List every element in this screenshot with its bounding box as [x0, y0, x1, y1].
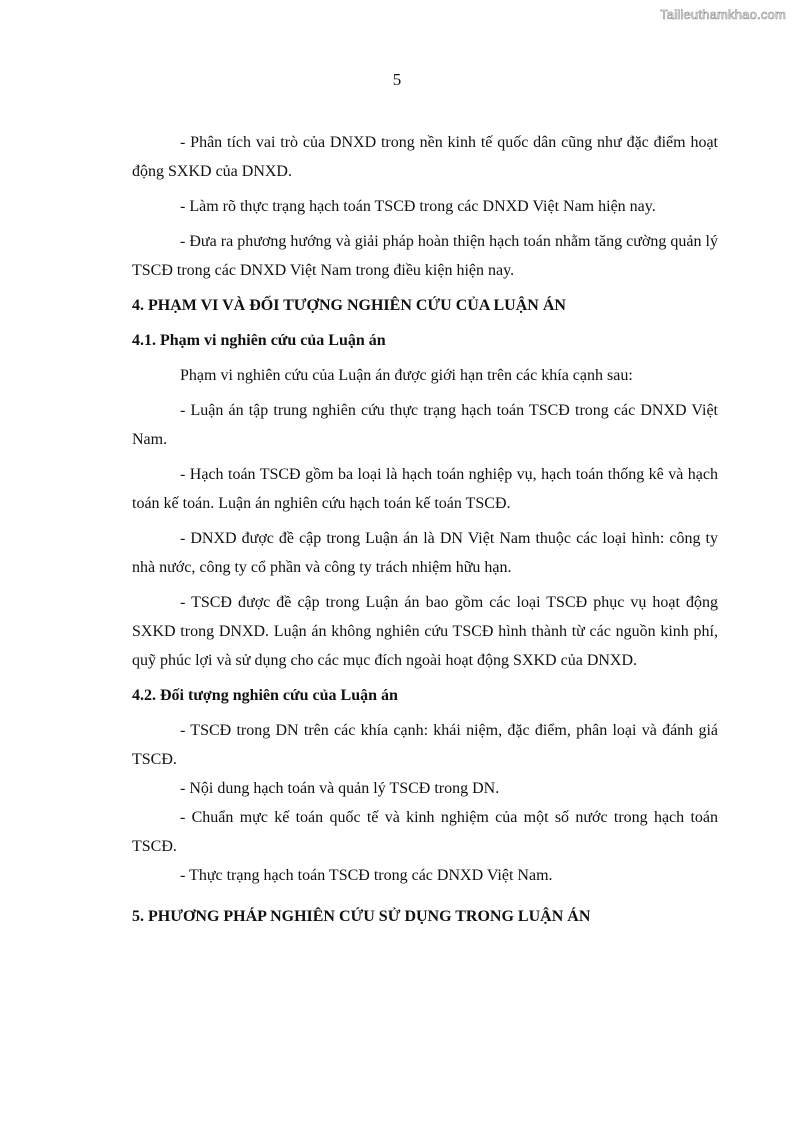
section-4-1-item: - TSCĐ được đề cập trong Luận án bao gồm các loại TSCĐ phục vụ hoạt động SXKD trong DNXD. Luận án không nghiên cứu TSCĐ hình thành từ các nguồn kinh phí, quỹ phúc lợi và sử dụng cho các mục đích ngoài hoạt động SXKD của DNXD. [132, 594, 718, 669]
paragraph-objective-3: - Đưa ra phương hướng và giải pháp hoàn thiện hạch toán nhằm tăng cường quản lý TSCĐ trong các DNXD Việt Nam trong điều kiện hiện nay. [132, 233, 718, 279]
section-5-heading: 5. PHƯƠNG PHÁP NGHIÊN CỨU SỬ DỤNG TRONG LUẬN ÁN [132, 908, 591, 925]
watermark: Tailieuthamkhao.com [660, 7, 786, 22]
section-4-1-item: - DNXD được đề cập trong Luận án là DN Việt Nam thuộc các loại hình: công ty nhà nước, công ty cổ phần và công ty trách nhiệm hữu hạn. [132, 530, 718, 576]
document-body [132, 128, 718, 937]
section-4-2-item: - Thực trạng hạch toán TSCĐ trong các DNXD Việt Nam. [180, 867, 553, 884]
section-4-1-item: - Hạch toán TSCĐ gồm ba loại là hạch toán nghiệp vụ, hạch toán thống kê và hạch toán kế toán. Luận án nghiên cứu hạch toán kế toán TSCĐ. [132, 466, 718, 512]
section-4-1-item: - Luận án tập trung nghiên cứu thực trạng hạch toán TSCĐ trong các DNXD Việt Nam. [132, 402, 718, 448]
section-4-1-heading: 4.1. Phạm vi nghiên cứu của Luận án [132, 332, 386, 349]
section-4-2-item: - TSCĐ trong DN trên các khía cạnh: khái niệm, đặc điểm, phân loại và đánh giá TSCĐ. [132, 722, 718, 768]
page-number: 5 [392, 70, 402, 89]
section-4-2-item: - Nội dung hạch toán và quản lý TSCĐ trong DN. [180, 780, 500, 797]
section-4-2-item: - Chuẩn mực kế toán quốc tế và kinh nghiệm của một số nước trong hạch toán TSCĐ. [132, 809, 718, 855]
section-4-2-heading: 4.2. Đối tượng nghiên cứu của Luận án [132, 687, 398, 704]
section-4-heading: 4. PHẠM VI VÀ ĐỐI TƯỢNG NGHIÊN CỨU CỦA LUẬN ÁN [132, 297, 566, 314]
paragraph-objective-1: - Phân tích vai trò của DNXD trong nền kinh tế quốc dân cũng như đặc điểm hoạt động SXKD của DNXD. [132, 134, 718, 180]
section-4-1-intro: Phạm vi nghiên cứu của Luận án được giới hạn trên các khía cạnh sau: [180, 367, 633, 384]
paragraph-objective-2: - Làm rõ thực trạng hạch toán TSCĐ trong các DNXD Việt Nam hiện nay. [180, 198, 656, 215]
